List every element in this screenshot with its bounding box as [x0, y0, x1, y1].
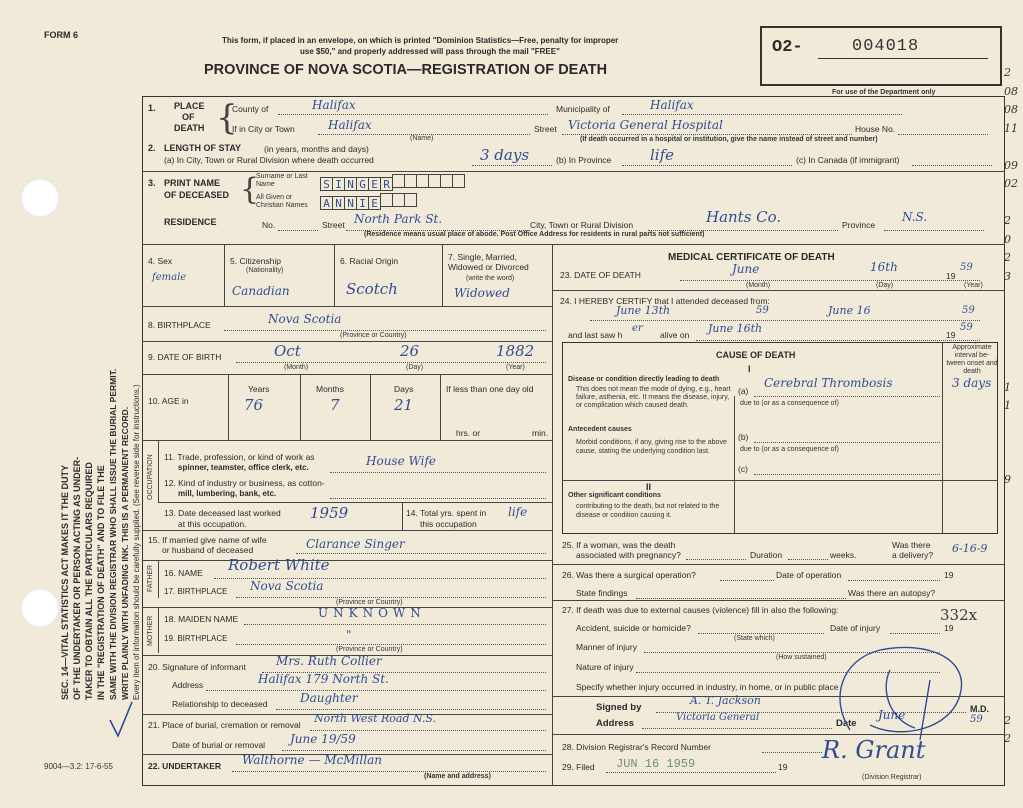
attended-from: June 13th [616, 304, 671, 317]
mother-birth-value: " [346, 628, 352, 642]
cause-a-label: (a) [738, 386, 749, 396]
trade-line [330, 472, 546, 473]
dob-day: 26 [400, 342, 420, 360]
other-label: Other significant conditions [568, 492, 661, 499]
father-side-line [158, 560, 159, 598]
q25-line [686, 559, 746, 560]
med-date-year: 59 [970, 714, 983, 725]
cause-b-line [754, 442, 940, 443]
surname-label: Surname or Last Name [256, 173, 308, 188]
deceased-label-2: OF DECEASED [164, 190, 230, 200]
margin-code: 09 [1004, 158, 1018, 172]
deceased-label-1: PRINT NAME [164, 178, 220, 188]
residence-street-value: North Park St. [354, 212, 443, 226]
state-which-hint: (State which) [734, 635, 775, 642]
margin-code: 9 [1004, 473, 1011, 486]
informant-address-line [206, 690, 546, 691]
sex-label: 4. Sex [148, 256, 173, 266]
father-name-label: 16. NAME [164, 568, 203, 578]
father-birth-label: 17. BIRTHPLACE [164, 587, 228, 596]
q26-label: 26. Was there a surgical operation? [562, 570, 696, 580]
margin-code: 2 [1004, 732, 1011, 745]
attended-to: June 16 [828, 304, 871, 317]
death-date-line [680, 280, 980, 281]
undertaker-label: 22. UNDERTAKER [148, 761, 222, 771]
alive-year-prefix: 19 [946, 330, 956, 340]
med-date-value: June [878, 708, 906, 722]
age-days-label: Days [394, 384, 414, 394]
street-label: Street [534, 124, 557, 134]
accident-label: Accident, suicide or homicide? [576, 623, 691, 633]
stay-hint: (in years, months and days) [264, 144, 369, 154]
house-line [898, 134, 988, 135]
duration-line [788, 559, 828, 560]
given-label: All Given or Christian Names [256, 194, 308, 209]
roman-1: I [748, 364, 751, 374]
injury-date-label: Date of injury [830, 623, 881, 633]
age-label: 10. AGE in [148, 396, 189, 406]
med-date-label: Date [836, 718, 857, 729]
residence-no-label: No. [262, 220, 276, 230]
industry-label-2: mill, lumbering, bank, etc. [178, 489, 277, 498]
direct-label-2: This does not mean the mode of dying, e.g., heart failure, asthenia, etc. It means the disease, injury, or complication which caused death. [576, 386, 731, 409]
street-value: Victoria General Hospital [568, 118, 723, 132]
q28-line [762, 752, 822, 753]
delivery-label-2: a delivery? [892, 550, 934, 560]
burial-date-line [282, 750, 546, 751]
burial-place-label: 21. Place of burial, cremation or removal [148, 720, 301, 730]
industry-label-1: 12. Kind of industry or business, as cotton- [164, 478, 325, 488]
findings-label: State findings [576, 588, 628, 598]
father-side-label: FATHER [147, 564, 154, 592]
dob-year-hint: (Year) [506, 364, 525, 371]
mother-maiden-value: UNKNOWN [318, 606, 426, 620]
divider-med-25 [552, 564, 1005, 565]
q25-label-1: 25. If a woman, was the death [562, 540, 676, 550]
roman-2: II [646, 482, 652, 492]
residence-city-value: Hants Co. [706, 208, 782, 226]
divider-personal-4 [142, 440, 552, 441]
name-letter-box: G [356, 177, 369, 191]
center-split [552, 244, 553, 786]
divider-med-1 [552, 290, 1005, 291]
personal-split-3 [442, 244, 443, 306]
mother-maiden-line [244, 624, 546, 625]
death-year: 59 [960, 262, 973, 273]
last-worked-label-1: 13. Date deceased last worked [164, 508, 281, 518]
age-split-3 [370, 374, 371, 440]
residence-hint: (Residence means usual place of abode. Post Office Address for residents in rural parts not sufficient) [364, 231, 705, 238]
total-label-2: this occupation [420, 519, 477, 529]
age-months-value: 7 [330, 396, 340, 414]
registration-prefix: O2- [772, 38, 803, 57]
age-years-label: Years [248, 384, 270, 394]
side-notice-3: TAKER TO OBTAIN ALL THE PARTICULARS REQUIRED [84, 462, 94, 700]
other-desc: contributing to the death, but not related to the disease or condition causing it. [576, 503, 720, 519]
given-boxes [320, 193, 416, 212]
residence-no-line [278, 230, 318, 231]
accident-line [698, 633, 824, 634]
place-brace: { [216, 98, 238, 138]
personal-split-1 [224, 244, 225, 306]
residence-province-line [884, 230, 984, 231]
form-label: FORM 6 [44, 30, 79, 40]
med-address-label: Address [596, 718, 635, 729]
attended-from-year: 59 [756, 305, 769, 316]
cause-label-split [734, 396, 735, 534]
delivery-value: 6-16-9 [952, 542, 988, 555]
death-month-hint: (Month) [746, 282, 771, 289]
total-label-1: 14. Total yrs. spent in [406, 508, 487, 518]
name-letter-box: N [344, 177, 357, 191]
name-letter-box [452, 174, 465, 188]
divider-occ-1 [158, 502, 552, 503]
relationship-line [276, 709, 546, 710]
age-split-4 [440, 374, 441, 440]
margin-code: 08 [1004, 84, 1018, 98]
mother-birth-label: 19. BIRTHPLACE [164, 634, 228, 643]
signed-label: Signed by [596, 702, 642, 713]
birthplace-label: 8. BIRTHPLACE [148, 320, 211, 330]
name-letter-box: E [368, 177, 381, 191]
registration-number-box [760, 26, 1002, 86]
findings-line [636, 598, 846, 599]
cause-a-line [754, 396, 940, 397]
death-month: June [732, 262, 760, 276]
informant-address-value: Halifax 179 North St. [258, 672, 389, 686]
age-days-value: 21 [394, 396, 414, 414]
dob-line [236, 362, 546, 363]
cause-title: CAUSE OF DEATH [716, 350, 796, 360]
father-birth-line [236, 597, 546, 598]
informant-address-label: Address [172, 680, 204, 690]
registrar-hint: (Division Registrar) [862, 774, 922, 781]
certify-line-1 [590, 320, 980, 321]
relationship-value: Daughter [300, 691, 358, 705]
name-letter-box: R [380, 177, 393, 191]
attended-to-year: 59 [962, 305, 975, 316]
name-letter-box: N [332, 196, 345, 210]
county-value: Halifax [312, 98, 356, 112]
occ-split [402, 502, 403, 530]
side-notice-7: Every item of information should be carefully supplied. (See reverse side for instructions.) [132, 384, 141, 700]
death-day: 16th [870, 260, 898, 274]
injury-code: 332x [940, 606, 978, 624]
age-split-1 [228, 374, 229, 440]
house-label: House No. [855, 124, 896, 134]
q28-label: 28. Division Registrar's Record Number [562, 742, 712, 752]
duration-label: Duration [750, 550, 783, 560]
death-date-label: 23. DATE OF DEATH [560, 270, 641, 280]
spouse-label-1: 15. If married give name of wife [148, 535, 267, 545]
racial-label: 6. Racial Origin [340, 256, 399, 266]
due-to-a: due to (or as a consequence of) [740, 400, 839, 407]
birthplace-value: Nova Scotia [268, 312, 342, 326]
side-notice-6: WRITE PLAINLY WITH UNFADING INK. THIS IS A PERMANENT RECORD. [120, 406, 130, 700]
weeks-label: weeks. [830, 550, 857, 560]
hospital-hint: (If death occurred in a hospital or institution, give the name instead of street and number) [580, 136, 878, 143]
signed-value: A. T. Jackson [690, 694, 761, 707]
dob-label: 9. DATE OF BIRTH [148, 352, 222, 362]
how-sustained-hint: (How sustained) [776, 654, 827, 661]
trade-label-1: 11. Trade, profession, or kind of work as [164, 452, 315, 462]
residence-street-label: Street [322, 220, 345, 230]
last-saw-label: and last saw h [568, 330, 623, 340]
margin-code: 08 [1004, 103, 1018, 116]
divider-cause [562, 480, 998, 481]
surname-boxes [320, 174, 464, 193]
stay-c-label: (c) In Canada (if immigrant) [796, 155, 900, 165]
nature-label: Nature of injury [576, 662, 634, 672]
q27-label: 27. If death was due to external causes (violence) fill in also the following: [562, 605, 839, 615]
name-letter-box: A [320, 196, 333, 210]
place-num: 1. [148, 103, 156, 113]
filed-year: 19 [778, 762, 788, 772]
margin-code: 2 [1004, 713, 1011, 727]
q26-line [720, 580, 774, 581]
personal-split-2 [334, 244, 335, 306]
father-birth-hint: (Province or Country) [336, 599, 403, 606]
last-worked-value: 1959 [310, 504, 349, 522]
municipality-value: Halifax [650, 98, 694, 112]
dob-month: Oct [274, 342, 301, 360]
divider-occ-3 [142, 560, 552, 561]
racial-value: Scotch [346, 280, 398, 298]
place-label-3: DEATH [174, 123, 205, 133]
death-year-hint: (Year) [964, 282, 983, 289]
certify-label: 24. I HEREBY CERTIFY that I attended deceased from: [560, 296, 770, 306]
stay-c-line [912, 165, 992, 166]
stay-a-value: 3 days [480, 146, 530, 164]
margin-code: 2 [1004, 66, 1011, 79]
divider-occ-2 [142, 530, 552, 531]
stay-num: 2. [148, 143, 156, 153]
registrar-signature: R. Grant [822, 736, 926, 764]
residence-label: RESIDENCE [164, 217, 217, 227]
interval-hint: Approximate interval be-tween onset and death [946, 344, 998, 375]
burial-date-value: June 19/59 [290, 732, 356, 746]
divider-med-26 [552, 600, 1005, 601]
op-date-label: Date of operation [776, 570, 842, 580]
county-line [278, 114, 548, 115]
burial-place-line [310, 730, 546, 731]
county-label: County of [232, 104, 269, 114]
check-mark-icon [108, 700, 134, 740]
cause-c-label: (c) [738, 464, 748, 474]
antecedent-label: Antecedent causes [568, 426, 632, 433]
alive-year: 59 [960, 322, 973, 333]
spouse-line [296, 553, 546, 554]
medical-title: MEDICAL CERTIFICATE OF DEATH [668, 252, 835, 263]
stay-a-label: (a) In City, Town or Rural Division where death occurred [164, 155, 374, 165]
name-letter-box: I [332, 177, 345, 191]
stay-b-value: life [650, 146, 675, 164]
father-birth-value: Nova Scotia [250, 579, 324, 593]
occupation-side-label: OCCUPATION [147, 454, 154, 500]
father-name-value: Robert White [228, 556, 330, 574]
last-saw-value: er [632, 323, 643, 334]
informant-sig-value: Mrs. Ruth Collier [276, 654, 382, 668]
stay-b-line [622, 165, 792, 166]
punch-hole-top [20, 178, 60, 218]
dob-year: 1882 [496, 342, 535, 360]
undertaker-value: Walthorne — McMillan [242, 753, 382, 767]
industry-line [330, 498, 546, 499]
age-split-2 [300, 374, 301, 440]
name-letter-box: I [356, 196, 369, 210]
delivery-label-1: Was there [892, 540, 931, 550]
manner-label: Manner of injury [576, 642, 637, 652]
q25-label-2: associated with pregnancy? [576, 550, 681, 560]
stay-b-label: (b) In Province [556, 155, 612, 165]
alive-on-label: alive on [660, 330, 690, 340]
side-notice-5: SAME WITH THE DIVISION REGISTRAR WHO SHALL ISSUE THE BURIAL PERMIT. [108, 368, 118, 700]
age-months-label: Months [316, 384, 344, 394]
margin-code: 2 [1004, 251, 1011, 264]
death-year-prefix: 19 [946, 271, 956, 281]
city-name-hint: (Name) [410, 135, 434, 142]
occupation-side-line [158, 440, 159, 502]
name-letter-box: S [320, 177, 333, 191]
min-label: min. [532, 428, 549, 438]
footer-code: 9004—3.2: 17-6-55 [44, 762, 113, 771]
stay-label: LENGTH OF STAY [164, 143, 242, 153]
municipality-line [622, 114, 902, 115]
divider-med-sig [552, 734, 1005, 735]
less-day-label: If less than one day old [446, 384, 534, 394]
municipality-label: Municipality of [556, 104, 610, 114]
mother-birth-hint: (Province or Country) [336, 646, 403, 653]
margin-code: 02 [1004, 177, 1018, 190]
cause-interval-split [942, 342, 943, 534]
divider-personal-1 [142, 306, 552, 307]
q29-label: 29. Filed [562, 762, 595, 772]
mother-side-line [158, 607, 159, 653]
side-notice-2: OF THE UNDERTAKER OR PERSON ACTING AS UNDER- [72, 456, 82, 700]
margin-code: 3 [1004, 269, 1011, 283]
reg-number-line [818, 58, 988, 59]
trade-value: House Wife [366, 454, 436, 468]
residence-province-label: Province [842, 220, 876, 230]
deceased-num: 3. [148, 178, 156, 188]
marital-label: 7. Single, Married, Widowed or Divorced [448, 252, 529, 272]
margin-code: 1 [1004, 380, 1011, 394]
autopsy-label: Was there an autopsy? [848, 588, 936, 598]
name-letter-box: E [368, 196, 381, 210]
cause-a-value: Cerebral Thrombosis [764, 376, 893, 390]
undertaker-line [232, 771, 546, 772]
trade-label-2: spinner, teamster, office clerk, etc. [178, 463, 309, 472]
mail-notice-2: use $50," and properly addressed will pass through the mail "FREE" [300, 47, 560, 56]
margin-code: 11 [1004, 121, 1018, 135]
place-label-2: OF [182, 112, 195, 122]
deceased-brace: { [240, 172, 260, 207]
burial-date-label: Date of burial or removal [172, 740, 266, 750]
hrs-label: hrs. or [456, 428, 481, 438]
md-label: M.D. [970, 704, 989, 714]
mail-notice-1: This form, if placed in an envelope, on which is printed "Dominion Statistics—Free, penalty for improper [222, 36, 619, 45]
op-year: 19 [944, 570, 954, 580]
spouse-label-2: or husband of deceased [162, 545, 254, 555]
med-address-value: Victoria General [676, 712, 760, 723]
divider-1 [142, 171, 1005, 172]
registration-number: 004018 [852, 37, 920, 56]
divider-2 [142, 244, 1005, 245]
side-notice-1: SEC. 14—VITAL STATISTICS ACT MAKES IT THE DUTY [60, 464, 70, 700]
cause-c-line [754, 474, 940, 475]
form-title: PROVINCE OF NOVA SCOTIA—REGISTRATION OF DEATH [204, 62, 608, 78]
burial-place-value: North West Road N.S. [314, 712, 437, 725]
birthplace-hint: (Province or Country) [340, 332, 407, 339]
relationship-label: Relationship to deceased [172, 699, 268, 709]
residence-city-label: City, Town or Rural Division [530, 220, 634, 230]
spouse-value: Clarance Singer [306, 537, 405, 551]
injury-year: 19 [944, 623, 954, 633]
last-worked-label-2: at this occupation. [178, 519, 247, 529]
cause-a-interval: 3 days [952, 376, 992, 390]
margin-code: 2 [1004, 214, 1011, 227]
cause-b-label: (b) [738, 432, 749, 442]
divider-personal-2 [142, 341, 552, 342]
mother-birth-line [236, 644, 546, 645]
divider-personal-3 [142, 374, 552, 375]
death-day-hint: (Day) [876, 282, 894, 289]
city-label: If in City or Town [232, 124, 295, 134]
undertaker-hint: (Name and address) [424, 773, 491, 780]
name-letter-box: N [344, 196, 357, 210]
antecedent-desc: Morbid conditions, if any, giving rise to the above cause, stating the underlying condition last. [576, 439, 727, 455]
residence-province-value: N.S. [902, 210, 928, 224]
alive-on-value: June 16th [708, 322, 763, 335]
side-notice-4: IN THE "REGISTRATION OF DEATH" AND TO FILE THE [96, 465, 106, 700]
q29-line [606, 772, 776, 773]
dept-use-note: For use of the Department only [832, 89, 936, 96]
marital-hint: (write the word) [466, 275, 515, 282]
informant-sig-label: 20. Signature of informant [148, 662, 246, 672]
punch-hole-bottom [20, 588, 60, 628]
mother-maiden-label: 18. MAIDEN NAME [164, 614, 239, 624]
mother-side-label: MOTHER [147, 615, 154, 646]
name-letter-box [404, 193, 417, 207]
stay-a-line [472, 165, 552, 166]
marital-value: Widowed [454, 286, 510, 300]
specify-label: Specify whether injury occurred in industry, in home, or in public place [576, 682, 839, 692]
citizenship-hint: (Nationality) [246, 267, 284, 274]
med-address-line [642, 728, 832, 729]
margin-code: 0 [1004, 232, 1011, 246]
citizenship-label: 5. Citizenship [230, 256, 282, 266]
dob-month-hint: (Month) [284, 364, 309, 371]
citizenship-value: Canadian [232, 284, 290, 298]
direct-label-1: Disease or condition directly leading to death [568, 376, 720, 383]
age-years-value: 76 [244, 396, 264, 414]
place-label-1: PLACE [174, 101, 205, 111]
street-line [562, 134, 852, 135]
dob-day-hint: (Day) [406, 364, 424, 371]
op-date-line [848, 580, 940, 581]
filed-stamp: JUN 16 1959 [616, 757, 696, 771]
injury-date-line [890, 633, 940, 634]
margin-code: 1 [1004, 399, 1011, 412]
total-value: life [508, 505, 528, 519]
city-value: Halifax [328, 118, 372, 132]
alive-line [696, 340, 980, 341]
sex-value: female [152, 272, 187, 283]
birthplace-line [224, 330, 546, 331]
due-to-b: due to (or as a consequence of) [740, 446, 839, 453]
